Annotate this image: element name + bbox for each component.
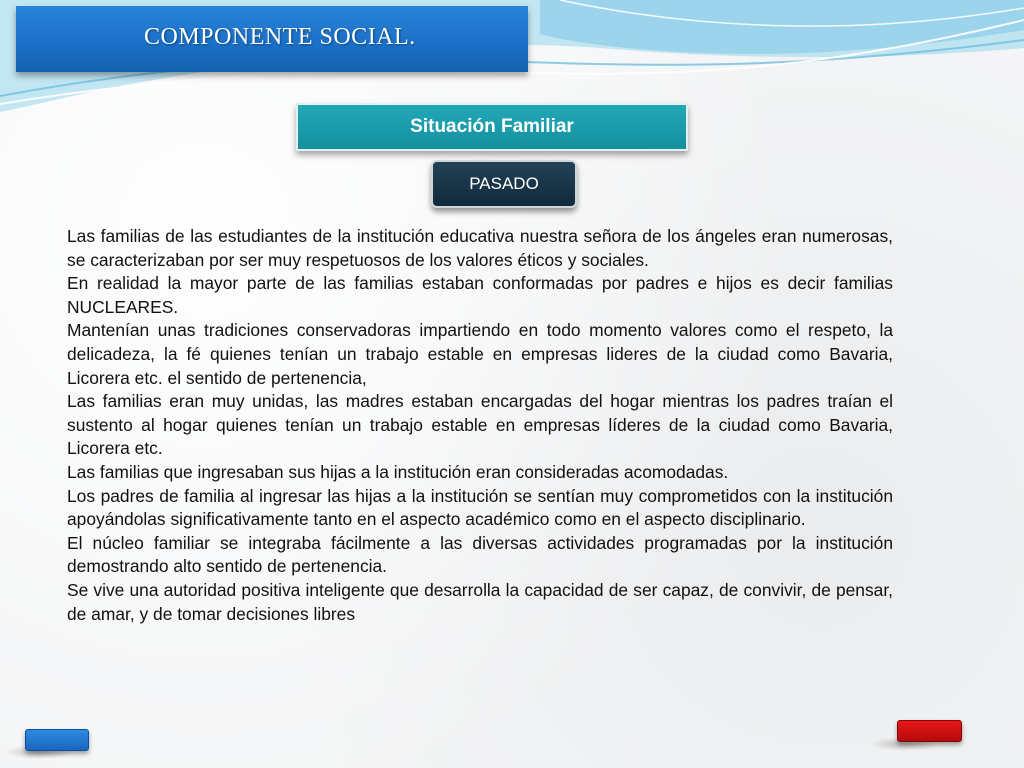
- previous-slide-button[interactable]: [25, 729, 89, 751]
- paragraph: Las familias de las estudiantes de la institución educativa nuestra señora de los ángeles eran numerosas, se caracterizaban por ser muy respetuosos de los valores éticos y sociales.: [67, 226, 893, 270]
- paragraph: El núcleo familiar se integraba fácilmente a las diversas actividades programadas por la institución demostrando alto sentido de pertenencia.: [67, 532, 893, 577]
- paragraph: En realidad la mayor parte de las familias estaban conformadas por padres e hijos es decir familias NUCLEARES.: [67, 273, 893, 317]
- section-heading-box: [296, 103, 688, 151]
- next-slide-button[interactable]: [897, 720, 962, 742]
- pasado-button[interactable]: [431, 160, 577, 208]
- title-banner: [16, 6, 528, 72]
- paragraph: Los padres de familia al ingresar las hijas a la institución se sentían muy comprometidos con la institución apoyándolas significativamente tanto en el aspecto académico como en el aspecto disciplinario.: [67, 485, 893, 530]
- paragraph: Las familias eran muy unidas, las madres estaban encargadas del hogar mientras los padres traían el sustento al hogar quienes tenían un trabajo estable en empresas líderes de la ciudad como Bavaria, Licorera etc.: [67, 391, 893, 459]
- slide-title: COMPONENTE SOCIAL.: [144, 24, 416, 50]
- body-text: [67, 225, 893, 626]
- section-title: Situación Familiar: [410, 116, 574, 137]
- paragraph: Las familias que ingresaban sus hijas a la institución eran consideradas acomodadas.: [67, 461, 729, 482]
- paragraph: Mantenían unas tradiciones conservadoras impartiendo en todo momento valores como el respeto, la delicadeza, la fé quienes tenían un trabajo estable en empresas lideres de la ciudad como Bavaria, Licorera etc. el sentido de pertenencia,: [67, 320, 893, 388]
- pasado-button-label: PASADO: [469, 174, 539, 193]
- paragraph: Se vive una autoridad positiva inteligente que desarrolla la capacidad de ser capaz, de convivir, de pensar, de amar, y de tomar decisiones libres: [67, 579, 893, 624]
